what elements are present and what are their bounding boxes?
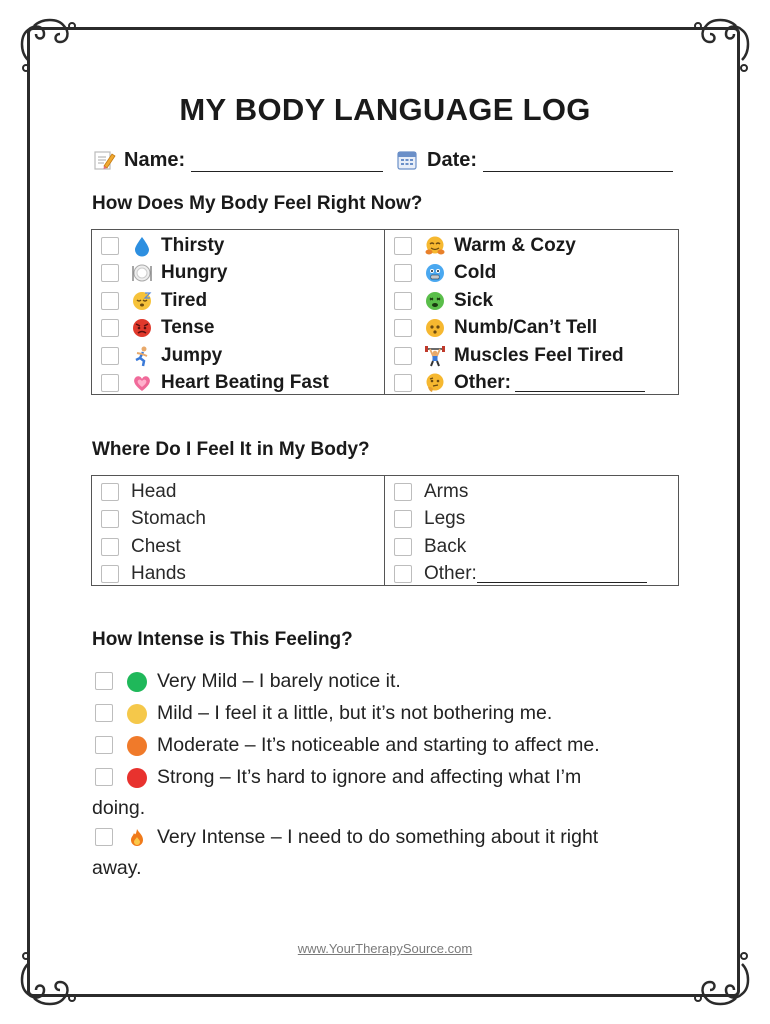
- checklist-item-other[interactable]: [385, 561, 678, 589]
- checkbox[interactable]: [101, 565, 119, 583]
- checkbox[interactable]: [101, 510, 119, 528]
- checklist-label: Back: [424, 535, 467, 557]
- checklist-item-jumpy[interactable]: [92, 342, 384, 370]
- checklist-label: Thirsty: [161, 234, 225, 256]
- checkbox[interactable]: [101, 264, 119, 282]
- checkbox[interactable]: [394, 538, 412, 556]
- checkbox[interactable]: [394, 292, 412, 310]
- checklist-item-stomach[interactable]: [92, 506, 384, 534]
- checkbox[interactable]: [394, 565, 412, 583]
- name-line: [191, 151, 383, 172]
- checklist-label: Stomach: [131, 508, 206, 530]
- swirl-corner-ornament-icon: [14, 952, 84, 1012]
- section-heading-body-location: Where Do I Feel It in My Body?: [92, 439, 370, 460]
- checklist-item-heart-beating-fast[interactable]: [92, 370, 384, 398]
- neutral-face-icon: [424, 317, 446, 339]
- fire-icon: [127, 828, 147, 848]
- checklist-label: Chest: [131, 535, 181, 557]
- yellow-circle-icon: [127, 704, 147, 724]
- checkbox[interactable]: [95, 736, 113, 754]
- intensity-option-very-mild[interactable]: [92, 666, 692, 697]
- other-write-in-line[interactable]: [477, 566, 647, 583]
- hugging-face-icon: [424, 235, 446, 257]
- checklist-item-back[interactable]: [385, 533, 678, 561]
- swirl-corner-ornament-icon: [686, 12, 756, 72]
- checklist-label: Muscles Feel Tired: [454, 344, 624, 366]
- checklist-item-arms[interactable]: [385, 478, 678, 506]
- checklist-label: Other:: [454, 372, 511, 394]
- intensity-option-very-intense[interactable]: [92, 822, 692, 884]
- intensity-label: Very Intense – I need to do something about it right: [157, 826, 599, 848]
- date-field[interactable]: [395, 148, 673, 172]
- intensity-option-strong[interactable]: [92, 762, 692, 824]
- checklist-label: Other:: [424, 563, 477, 585]
- checkbox[interactable]: [101, 538, 119, 556]
- body-location-right-column: [385, 476, 678, 585]
- checklist-label: Arms: [424, 480, 469, 502]
- checklist-item-legs[interactable]: [385, 506, 678, 534]
- date-label: Date:: [427, 149, 478, 171]
- checklist-item-thirsty[interactable]: [92, 232, 384, 260]
- heart-icon: [131, 372, 153, 394]
- checklist-label: Hungry: [161, 262, 228, 284]
- section-heading-intensity: How Intense is This Feeling?: [92, 629, 353, 650]
- calendar-icon: [395, 148, 419, 172]
- plate-icon: [131, 262, 153, 284]
- intensity-option-mild[interactable]: [92, 698, 692, 729]
- swirl-corner-ornament-icon: [686, 952, 756, 1012]
- checkbox[interactable]: [394, 319, 412, 337]
- checklist-label: Legs: [424, 508, 466, 530]
- memo-pencil-icon: [92, 148, 116, 172]
- body-location-left-column: [92, 476, 385, 585]
- checklist-item-head[interactable]: [92, 478, 384, 506]
- intensity-label: Moderate – It’s noticeable and starting to affect me.: [157, 734, 600, 756]
- body-feel-table: [91, 229, 679, 395]
- orange-circle-icon: [127, 736, 147, 756]
- checkbox[interactable]: [95, 768, 113, 786]
- checkbox[interactable]: [101, 374, 119, 392]
- intensity-label-continued: away.: [92, 857, 142, 879]
- checkbox[interactable]: [394, 237, 412, 255]
- weightlifter-icon: [424, 345, 446, 367]
- date-line: [483, 151, 673, 172]
- red-circle-icon: [127, 768, 147, 788]
- checklist-item-hungry[interactable]: [92, 260, 384, 288]
- sleepy-face-icon: [131, 290, 153, 312]
- angry-face-icon: [131, 317, 153, 339]
- checkbox[interactable]: [394, 374, 412, 392]
- name-field[interactable]: [92, 148, 383, 172]
- checkbox[interactable]: [101, 483, 119, 501]
- footer-website-link[interactable]: www.YourTherapySource.com: [297, 941, 473, 956]
- green-circle-icon: [127, 672, 147, 692]
- checkbox[interactable]: [394, 264, 412, 282]
- name-label: Name:: [124, 149, 186, 171]
- section-heading-body-feel: How Does My Body Feel Right Now?: [92, 193, 423, 214]
- checkbox[interactable]: [394, 483, 412, 501]
- checklist-label: Warm & Cozy: [454, 234, 576, 256]
- cold-face-icon: [424, 262, 446, 284]
- other-write-in-line[interactable]: [515, 375, 645, 392]
- name-date-fields: [92, 148, 682, 178]
- body-feel-right-column: [385, 230, 678, 394]
- checkbox[interactable]: [101, 237, 119, 255]
- body-feel-left-column: [92, 230, 385, 394]
- running-person-icon: [131, 345, 153, 367]
- checklist-label: Head: [131, 480, 177, 502]
- checkbox[interactable]: [95, 704, 113, 722]
- checklist-item-tense[interactable]: [92, 315, 384, 343]
- checklist-item-muscles-feel-tired[interactable]: [385, 342, 678, 370]
- checklist-item-tired[interactable]: [92, 287, 384, 315]
- checkbox[interactable]: [394, 347, 412, 365]
- checklist-label: Sick: [454, 289, 494, 311]
- checklist-item-warm-cozy[interactable]: [385, 232, 678, 260]
- checklist-label: Jumpy: [161, 344, 223, 366]
- intensity-label: Mild – I feel it a little, but it’s not bothering me.: [157, 702, 553, 724]
- checklist-label: Hands: [131, 563, 186, 585]
- intensity-scale: [92, 666, 692, 884]
- intensity-label: Strong – It’s hard to ignore and affecting what I’m: [157, 766, 582, 788]
- checklist-item-hands[interactable]: [92, 561, 384, 589]
- checkbox[interactable]: [95, 828, 113, 846]
- checklist-label: Tense: [161, 317, 215, 339]
- checklist-item-other[interactable]: [385, 370, 678, 398]
- checklist-item-chest[interactable]: [92, 533, 384, 561]
- checkbox[interactable]: [394, 510, 412, 528]
- checklist-item-numb-cant-tell[interactable]: [385, 315, 678, 343]
- checklist-label: Cold: [454, 262, 497, 284]
- checkbox[interactable]: [101, 347, 119, 365]
- checklist-item-cold[interactable]: [385, 260, 678, 288]
- body-location-table: [91, 475, 679, 586]
- page-title: MY BODY LANGUAGE LOG: [179, 92, 591, 127]
- checklist-item-sick[interactable]: [385, 287, 678, 315]
- checklist-label: Numb/Can’t Tell: [454, 317, 598, 339]
- thinking-face-icon: [424, 372, 446, 394]
- checkbox[interactable]: [101, 292, 119, 310]
- checklist-label: Heart Beating Fast: [161, 372, 329, 394]
- intensity-label: Very Mild – I barely notice it.: [157, 670, 401, 692]
- sick-face-icon: [424, 290, 446, 312]
- intensity-label-continued: doing.: [92, 797, 146, 819]
- droplet-icon: [131, 235, 153, 257]
- checkbox[interactable]: [101, 319, 119, 337]
- checklist-label: Tired: [161, 289, 208, 311]
- swirl-corner-ornament-icon: [14, 12, 84, 72]
- checkbox[interactable]: [95, 672, 113, 690]
- intensity-option-moderate[interactable]: [92, 730, 692, 761]
